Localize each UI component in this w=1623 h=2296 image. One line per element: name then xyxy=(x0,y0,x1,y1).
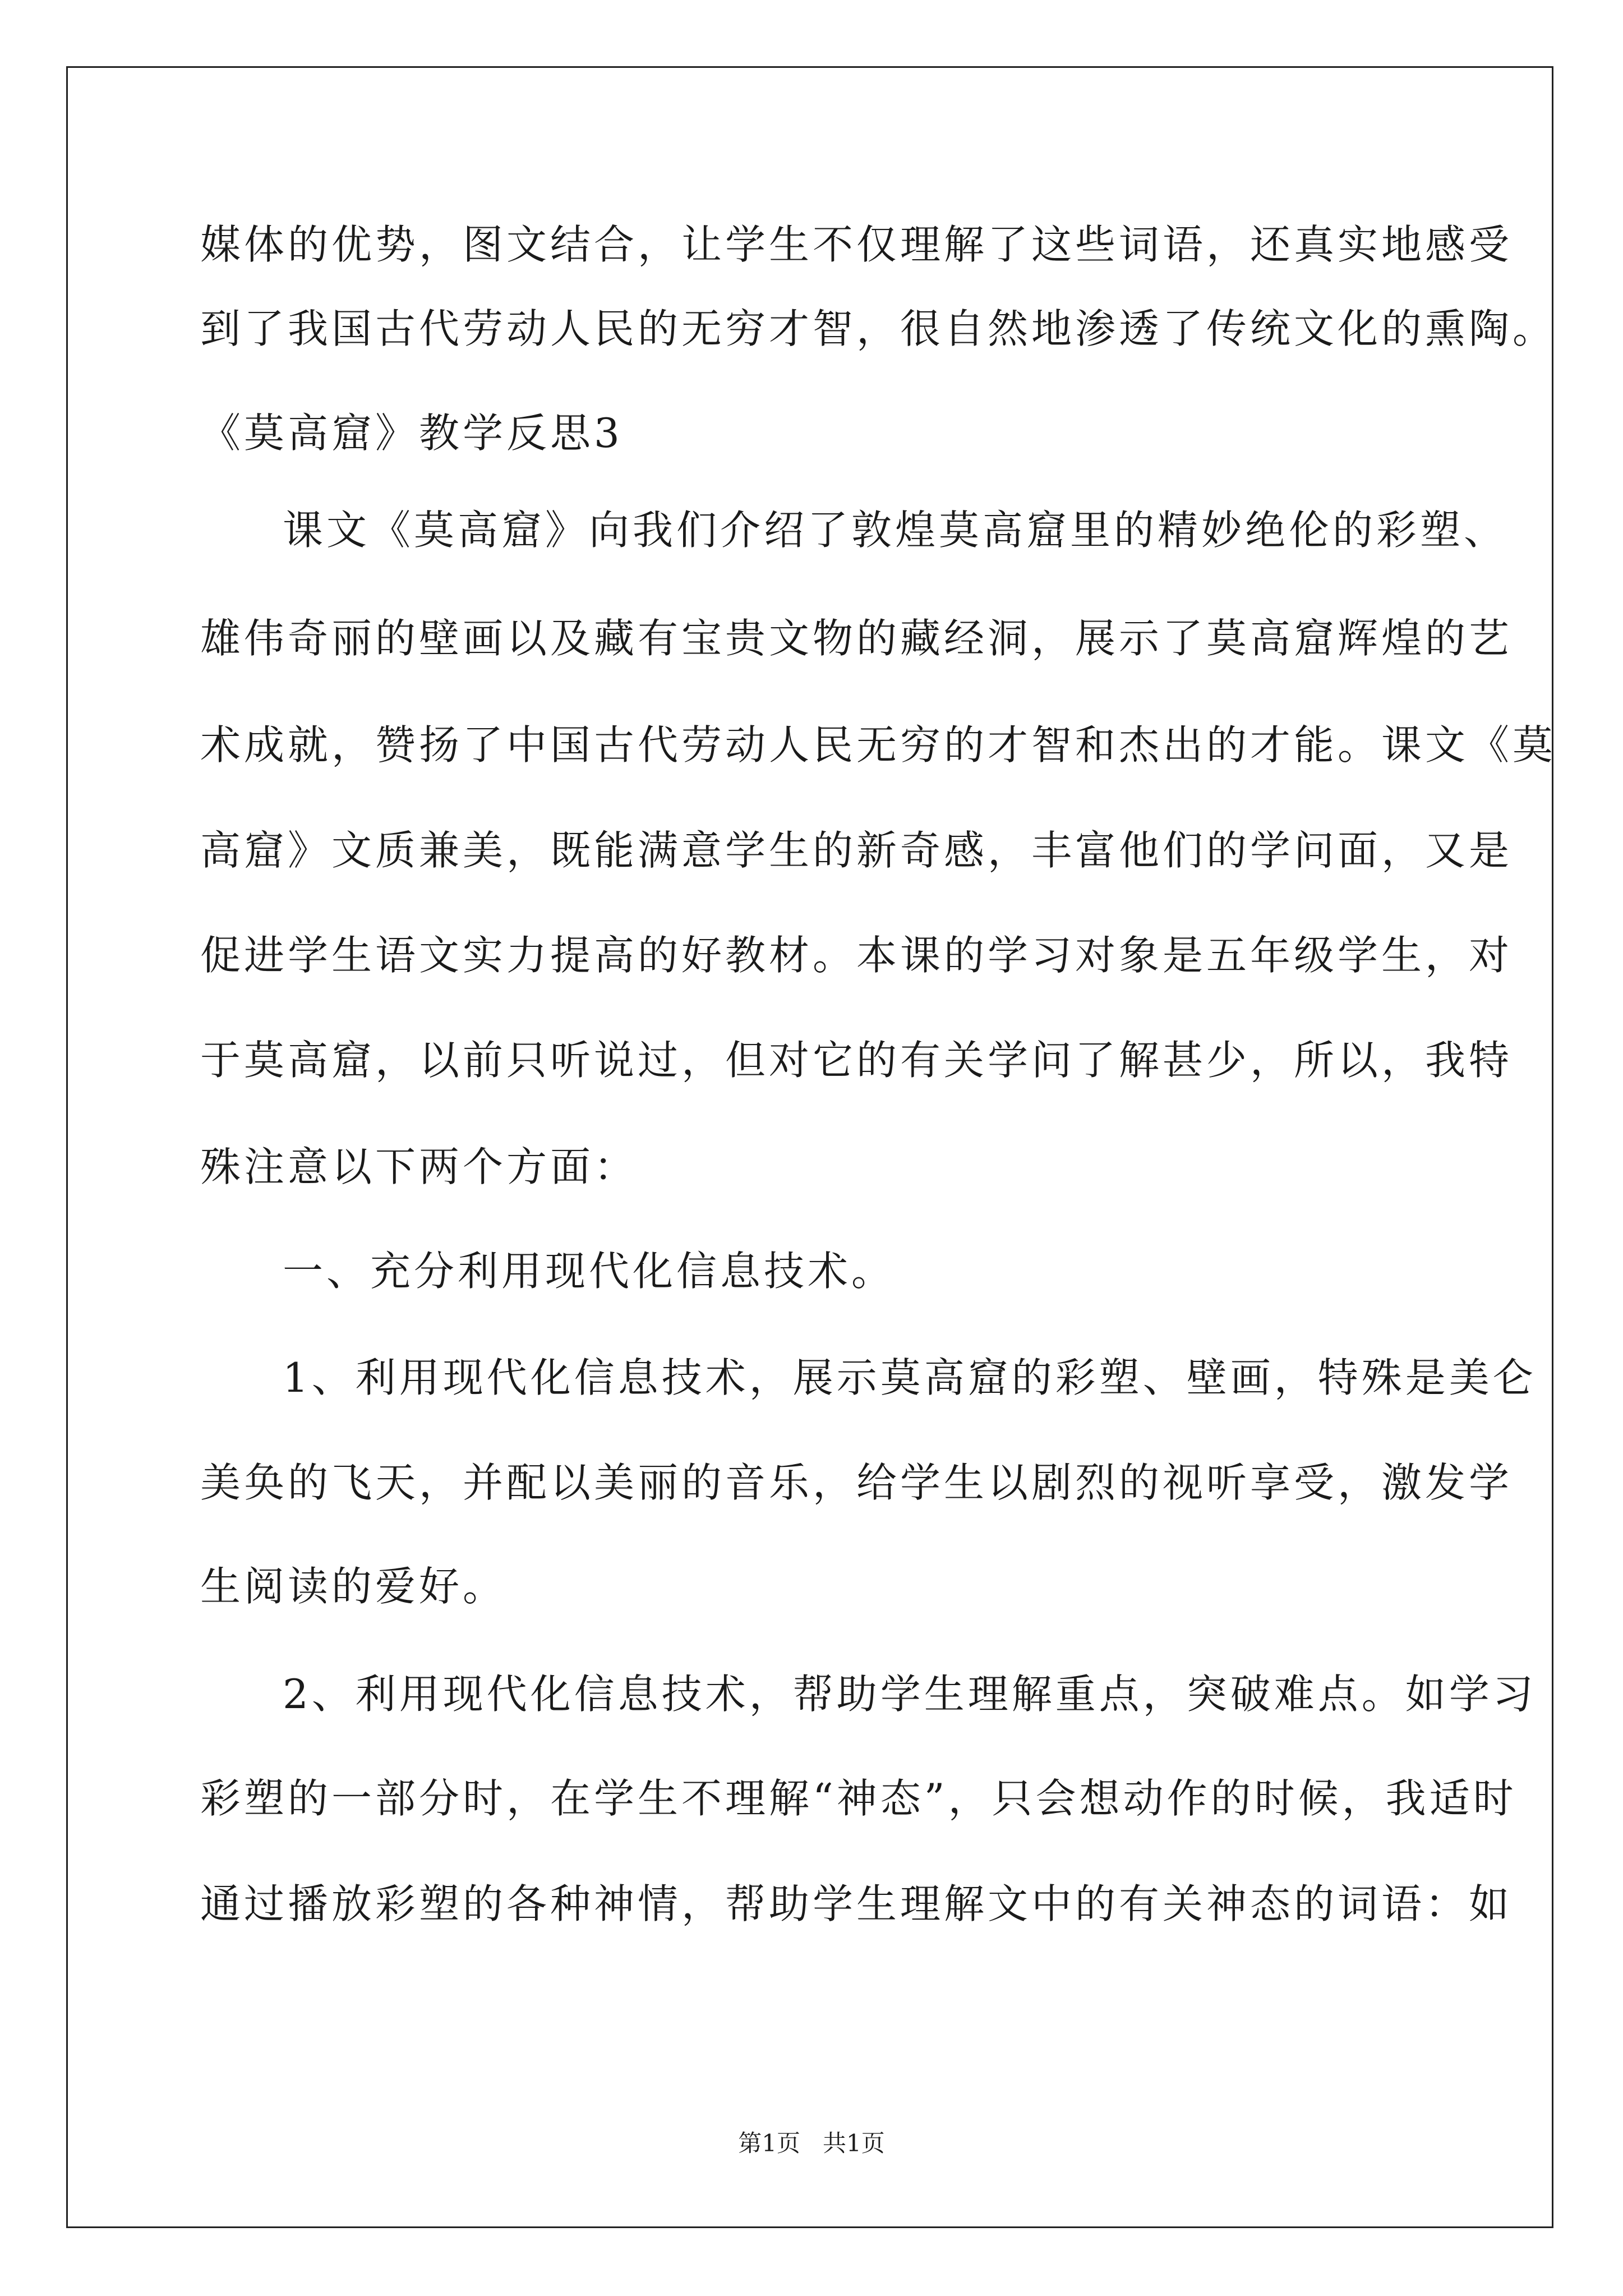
paragraph-line-2: 雄伟奇丽的壁画以及藏有宝贵文物的藏经洞，展示了莫高窟辉煌的艺 xyxy=(200,615,1513,662)
section-heading: 《莫高窟》教学反思3 xyxy=(200,409,623,457)
item-1-line-1: 1、利用现代化信息技术，展示莫高窟的彩塑、壁画，特殊是美仑 xyxy=(283,1354,1537,1401)
paragraph-line-1: 课文《莫高窟》向我们介绍了敦煌莫高窟里的精妙绝伦的彩塑、 xyxy=(283,507,1508,554)
item-2-line-1: 2、利用现代化信息技术，帮助学生理解重点，突破难点。如学习 xyxy=(283,1671,1537,1718)
paragraph-line-3: 术成就，赞扬了中国古代劳动人民无穷的才智和杰出的才能。课文《莫 xyxy=(200,721,1557,769)
item-1-line-3: 生阅读的爱好。 xyxy=(200,1563,507,1610)
item-2-line-2: 彩塑的一部分时，在学生不理解“神态”，只会想动作的时候，我适时 xyxy=(200,1775,1517,1822)
paragraph-line-4: 高窟》文质兼美，既能满意学生的新奇感，丰富他们的学问面，又是 xyxy=(200,827,1513,874)
list-heading: 一、充分利用现代化信息技术。 xyxy=(283,1248,896,1295)
page-footer: 第1页 共1页 xyxy=(738,2129,885,2157)
paragraph-line-5: 促进学生语文实力提高的好教材。本课的学习对象是五年级学生，对 xyxy=(200,932,1513,979)
body-line-1: 媒体的优势，图文结合，让学生不仅理解了这些词语，还真实地感受 xyxy=(200,221,1513,268)
item-2-line-3: 通过播放彩塑的各种神情，帮助学生理解文中的有关神态的词语：如 xyxy=(200,1880,1513,1927)
body-line-2: 到了我国古代劳动人民的无穷才智，很自然地渗透了传统文化的熏陶。 xyxy=(200,305,1557,352)
paragraph-line-6: 于莫高窟，以前只听说过，但对它的有关学问了解甚少，所以，我特 xyxy=(200,1037,1513,1084)
paragraph-line-7: 殊注意以下两个方面： xyxy=(200,1143,638,1190)
item-1-line-2: 美奂的飞天，并配以美丽的音乐，给学生以剧烈的视听享受，激发学 xyxy=(200,1459,1513,1506)
